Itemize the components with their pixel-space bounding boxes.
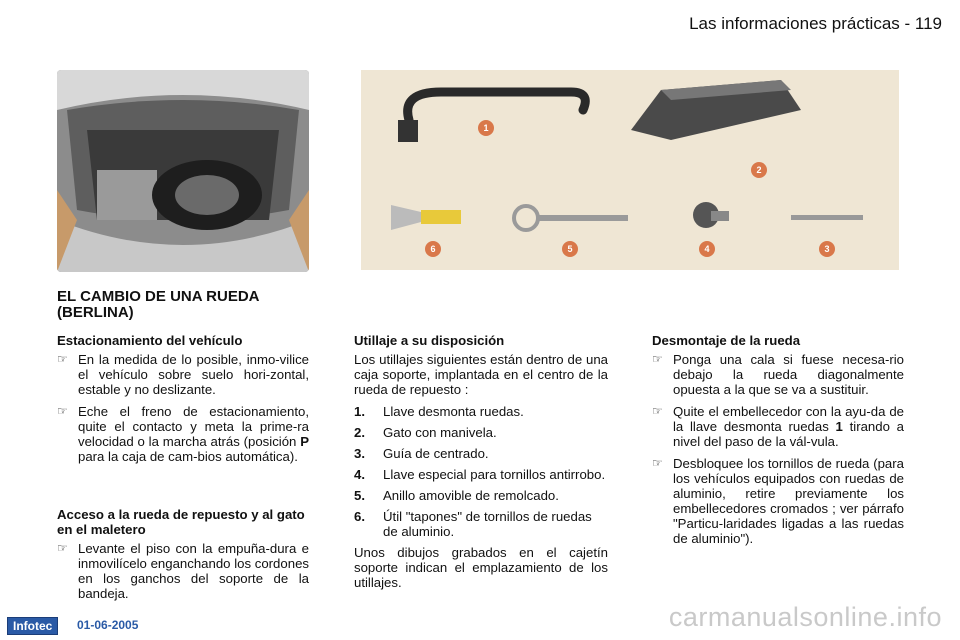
svg-text:4: 4 (704, 244, 710, 254)
list-item: ☞ En la medida de lo posible, inmo-vilice el vehículo sobre suelo hori-zontal, estable y no deslizante. (57, 352, 309, 397)
parking-heading: Estacionamiento del vehículo (57, 333, 243, 348)
pointing-hand-icon: ☞ (57, 352, 68, 366)
pointing-hand-icon: ☞ (652, 352, 663, 366)
list-item: ☞ Levante el piso con la empuña-dura e inmovilícelo enganchando los cordones en los ganchos del soporte de la bandeja. (57, 541, 309, 601)
tools-outro: Unos dibujos grabados en el cajetín soporte indican el emplazamiento de los utillajes. (354, 545, 608, 590)
callout-2 (751, 162, 767, 178)
column-removal (652, 333, 904, 553)
callout-3 (819, 241, 835, 257)
callout-4 (699, 241, 715, 257)
pointing-hand-icon: ☞ (652, 456, 663, 470)
svg-text:5: 5 (567, 244, 573, 254)
tool-item: 2. Gato con manivela. (354, 425, 497, 440)
tool-item: 4. Llave especial para tornillos antirrobo. (354, 467, 606, 482)
svg-text:1: 1 (483, 123, 489, 133)
list-item: ☞ Quite el embellecedor con la ayu-da de la llave desmonta ruedas 1 tirando a nivel del paso de la vál-vula. (652, 404, 904, 449)
pointing-hand-icon: ☞ (57, 404, 68, 418)
callout-5 (562, 241, 578, 257)
access-heading: Acceso a la rueda de repuesto y al gato en el maletero (57, 507, 305, 537)
removal-heading: Desmontaje de la rueda (652, 333, 801, 348)
callout-1 (478, 120, 494, 136)
pointing-hand-icon: ☞ (57, 541, 68, 555)
footer-date: 01-06-2005 (77, 618, 139, 632)
tool-item: 6. Útil "tapones" de tornillos de ruedas de aluminio. (354, 509, 592, 539)
pointing-hand-icon: ☞ (652, 404, 663, 418)
tool-item: 5. Anillo amovible de remolcado. (354, 488, 559, 503)
trunk-photo (57, 70, 309, 272)
svg-text:6: 6 (430, 244, 436, 254)
watermark: carmanualsonline.info (668, 602, 942, 632)
infotec-logo: Infotec (7, 617, 58, 635)
svg-text:3: 3 (824, 244, 830, 254)
section-title: EL CAMBIO DE UNA RUEDA (BERLINA) (57, 288, 259, 321)
svg-text:2: 2 (756, 165, 762, 175)
tools-illustration (361, 70, 899, 270)
column-tools (354, 333, 608, 597)
page-header: Las informaciones prácticas - 119 (689, 14, 942, 33)
column-parking (57, 333, 309, 608)
list-item: ☞ Desbloquee los tornillos de rueda (para los vehículos equipados con ruedas de aluminio, retire previamente los embellecedores cromados ; ver párrafo "Particu-laridades ligadas a las ruedas de aluminio"). (652, 456, 904, 546)
tool-item: 3. Guía de centrado. (354, 446, 489, 461)
tools-intro: Los utillajes siguientes están dentro de una caja soporte, implantada en el centro de la rueda de repuesto : (354, 352, 608, 397)
list-item: ☞ Eche el freno de estacionamiento, quite el contacto y meta la prime-ra velocidad o la marcha atrás (posición P para la caja de cam-bios automática). (57, 404, 309, 464)
callout-6 (425, 241, 441, 257)
list-item: ☞ Ponga una cala si fuese necesa-rio debajo la rueda diagonalmente opuesta a la que se va a sustituir. (652, 352, 904, 397)
tools-heading: Utillaje a su disposición (354, 333, 505, 348)
tool-item: 1. Llave desmonta ruedas. (354, 404, 524, 419)
